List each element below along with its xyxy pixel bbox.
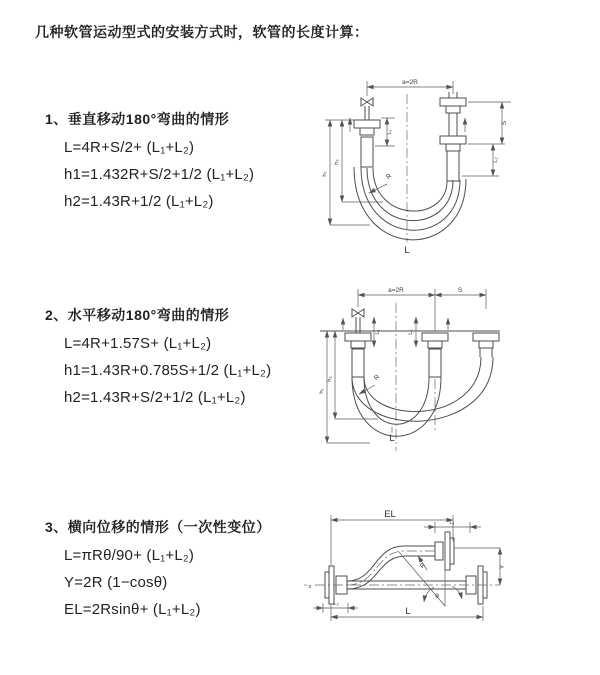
dim-label-l2: L₂	[333, 601, 339, 607]
axis-mark: x	[308, 584, 312, 590]
braided-hose-section	[352, 349, 364, 377]
dim-label-l1: L₁	[387, 129, 393, 135]
upper-right-flange	[435, 532, 454, 570]
u-hose	[354, 167, 466, 240]
formula-y: Y=2R (1−cosθ)	[64, 574, 168, 591]
dim-label-l2: L₂	[493, 157, 499, 163]
valve-icon	[361, 98, 373, 106]
angle-label: θ	[435, 593, 439, 600]
dim-label-el: EL	[384, 509, 396, 520]
middle-flange	[422, 333, 448, 348]
dim-label-h1: h₁	[322, 171, 328, 177]
right-flange	[473, 333, 499, 357]
dim-label-l1: L₁	[449, 520, 455, 526]
formula-h1: h1=1.43R+0.785S+1/2 (L₁+L₂)	[64, 362, 272, 379]
radius-label: R	[418, 561, 428, 571]
dim-label-a2r: a=2R	[388, 287, 404, 294]
formula-h2: h2=1.43R+1/2 (L₁+L₂)	[64, 193, 214, 210]
braided-hose-section	[361, 137, 373, 167]
left-flange	[354, 120, 380, 135]
dim-label-s: S	[457, 287, 463, 294]
dim-label-l1: L₁	[375, 329, 381, 335]
section-lateral-displacement	[45, 518, 325, 619]
dim-label-h2: h₂	[327, 376, 333, 382]
formula-length: L=4R+1.57S+ (L₁+L₂)	[64, 335, 212, 352]
formula-h2: h2=1.43R+S/2+1/2 (L₁+L₂)	[64, 389, 246, 406]
u-hose-moved	[352, 357, 493, 421]
formula-el: EL=2Rsinθ+ (L₁+L₂)	[64, 601, 201, 618]
dim-label-y: Y	[499, 564, 506, 570]
braided-hose-section	[447, 151, 459, 181]
formula-length: L=4R+S/2+ (L₁+L₂)	[64, 139, 195, 156]
length-label: L	[389, 433, 395, 444]
formula-h1: h1=1.432R+S/2+1/2 (L₁+L₂)	[64, 166, 255, 183]
radius-label: R	[373, 373, 382, 383]
length-label: L	[404, 245, 410, 256]
diagram-horizontal-movement-180-bend	[312, 283, 595, 473]
length-label: L	[405, 606, 411, 617]
dim-label-h2: h₂	[334, 159, 340, 165]
section-horizontal-movement	[45, 306, 325, 407]
section-3-heading: 3、横向位移的情形（一次性变位）	[45, 519, 271, 535]
valve-icon	[352, 309, 364, 317]
left-flange	[345, 333, 371, 348]
braided-hose-section	[429, 349, 441, 377]
diagram-lateral-displacement	[298, 505, 595, 660]
dim-label-a2r: a=2R	[402, 79, 418, 86]
page-title: 几种软管运动型式的安装方式时，软管的长度计算：	[35, 24, 369, 40]
radius-label: R	[385, 172, 394, 182]
dim-label-h1: h₁	[319, 388, 325, 394]
formula-length: L=πRθ/90+ (L₁+L₂)	[64, 547, 195, 564]
dim-label-s: S	[501, 120, 508, 126]
section-2-heading: 2、水平移动180°弯曲的情形	[45, 307, 230, 323]
right-flange-upper	[440, 92, 466, 113]
section-1-heading: 1、垂直移动180°弯曲的情形	[45, 111, 230, 127]
diagram-vertical-movement-180-bend	[305, 72, 575, 257]
section-vertical-movement	[45, 110, 325, 211]
right-flange-lower	[440, 136, 466, 151]
dim-label-l2: L₂	[408, 329, 414, 335]
